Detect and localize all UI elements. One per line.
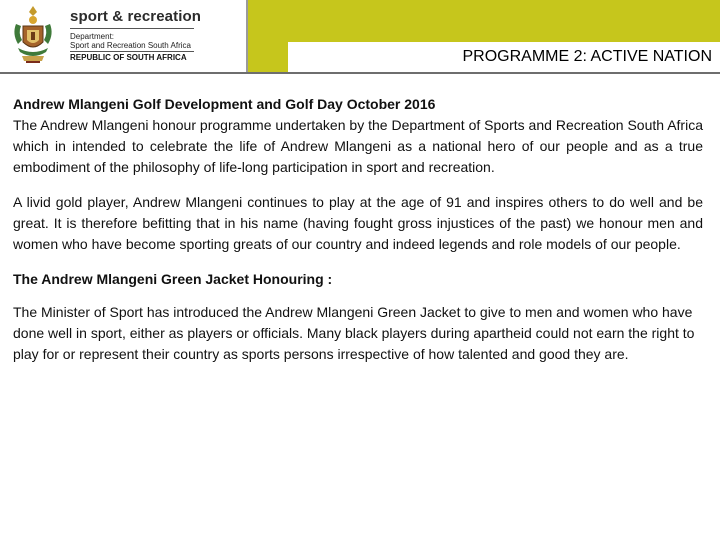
title-box [288,42,720,72]
section-heading-green-jacket: The Andrew Mlangeni Green Jacket Honouring : [13,271,333,287]
paragraph-green-jacket: The Minister of Sport has introduced the Andrew Mlangeni Green Jacket to give to men and women who have done well in sport, either as players or officials. Many black players during apartheid could not earn the right to play for or represent their country as sports persons irrespective of how talented and good they are. [13,304,695,362]
brand-divider-2 [70,51,194,52]
section-heading-golf-day: Andrew Mlangeni Golf Development and Golf Day October 2016 [13,96,436,112]
department-name: Sport and Recreation South Africa [70,41,191,50]
slide-header [0,0,720,72]
slide-content [13,94,703,365]
country-name: REPUBLIC OF SOUTH AFRICA [70,53,187,62]
page-title: PROGRAMME 2: ACTIVE NATION [462,48,712,65]
department-label: Department: [70,32,115,41]
coat-of-arms-icon [8,4,58,66]
brand-name: sport & recreation [70,8,201,25]
department-wordmark [70,8,242,63]
brand-divider [70,28,194,29]
paragraph-golf-player: A livid gold player, Andrew Mlangeni continues to play at the age of 91 and inspires others to do well and be great. It is therefore befitting that in his name (having fought gross injustices of the past) we honour men and women who have become sporting greats of our country and indeed legends and role models of our people. [13,194,703,252]
header-rule [0,72,720,74]
department-logo [0,0,246,72]
paragraph-honour-programme: The Andrew Mlangeni honour programme undertaken by the Department of Sports and Recreation South Africa which in intended to celebrate the life of Andrew Mlangeni as a national hero of our people and as a true embodiment of the philosophy of life-long participation in sport and recreation. [13,117,703,175]
